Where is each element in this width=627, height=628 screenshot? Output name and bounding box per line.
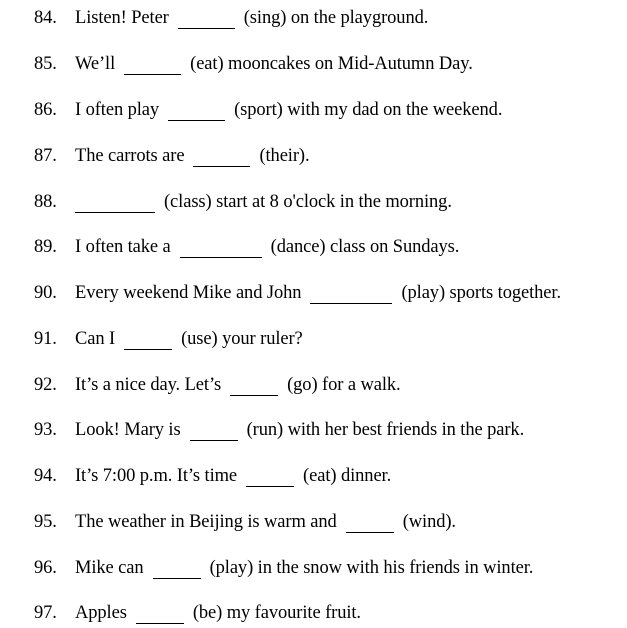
question-95 <box>34 507 456 537</box>
question-text-after: (play) sports together. <box>401 282 561 303</box>
answer-blank[interactable] <box>230 377 278 396</box>
answer-blank[interactable] <box>75 194 155 213</box>
question-94 <box>34 461 391 491</box>
question-text-after: (play) in the snow with his friends in winter. <box>209 557 534 578</box>
question-number: 84. <box>34 7 57 28</box>
question-text-after: (use) your ruler? <box>181 328 303 349</box>
question-text-before: It’s 7:00 p.m. It’s time <box>75 465 238 486</box>
question-number: 90. <box>34 282 57 303</box>
question-text-before: Every weekend Mike and John <box>75 282 302 303</box>
question-89 <box>34 232 459 262</box>
answer-blank[interactable] <box>168 102 225 121</box>
question-text-before: Mike can <box>75 557 144 578</box>
question-text-before: I often play <box>75 99 160 120</box>
answer-blank[interactable] <box>178 10 235 29</box>
question-number: 89. <box>34 236 57 257</box>
question-85 <box>34 49 473 79</box>
question-84 <box>34 3 428 33</box>
question-86 <box>34 95 502 125</box>
question-text-after: (sing) on the playground. <box>243 7 429 28</box>
question-text-before: The carrots are <box>75 145 185 166</box>
question-93 <box>34 415 524 445</box>
question-text-after: (run) with her best friends in the park. <box>246 419 525 440</box>
question-text-after: (their). <box>259 145 310 166</box>
question-text-before: Apples <box>75 602 127 623</box>
answer-blank[interactable] <box>124 331 172 350</box>
question-text-before: Can I <box>75 328 116 349</box>
question-text-before: It’s a nice day. Let’s <box>75 374 222 395</box>
question-92 <box>34 370 401 400</box>
question-number: 92. <box>34 374 57 395</box>
answer-blank[interactable] <box>346 514 394 533</box>
question-text-before: We’ll <box>75 53 116 74</box>
answer-blank[interactable] <box>136 605 184 624</box>
answer-blank[interactable] <box>190 422 238 441</box>
answer-blank[interactable] <box>180 239 262 258</box>
question-number: 86. <box>34 99 57 120</box>
question-number: 85. <box>34 53 57 74</box>
question-number: 87. <box>34 145 57 166</box>
question-number: 94. <box>34 465 57 486</box>
question-number: 97. <box>34 602 57 623</box>
question-number: 95. <box>34 511 57 532</box>
question-91 <box>34 324 303 354</box>
question-number: 93. <box>34 419 57 440</box>
question-96 <box>34 553 533 583</box>
question-90 <box>34 278 561 308</box>
answer-blank[interactable] <box>310 285 392 304</box>
question-text-after: (dance) class on Sundays. <box>270 236 460 257</box>
answer-blank[interactable] <box>193 148 250 167</box>
answer-blank[interactable] <box>153 560 201 579</box>
question-text-after: (be) my favourite fruit. <box>192 602 361 623</box>
question-text-after: (class) start at 8 o'clock in the morning. <box>164 191 452 212</box>
answer-blank[interactable] <box>124 56 181 75</box>
question-87 <box>34 141 310 171</box>
question-text-before: The weather in Beijing is warm and <box>75 511 337 532</box>
question-text-after: (go) for a walk. <box>287 374 401 395</box>
question-number: 88. <box>34 191 57 212</box>
question-88 <box>34 187 452 217</box>
question-text-after: (wind). <box>402 511 456 532</box>
question-text-after: (eat) dinner. <box>303 465 392 486</box>
question-text-before: Look! Mary is <box>75 419 181 440</box>
question-text-after: (eat) mooncakes on Mid-Autumn Day. <box>190 53 473 74</box>
question-text-after: (sport) with my dad on the weekend. <box>234 99 503 120</box>
question-97 <box>34 598 361 628</box>
question-text-before: I often take a <box>75 236 171 257</box>
question-number: 96. <box>34 557 57 578</box>
question-text-before: Listen! Peter <box>75 7 169 28</box>
answer-blank[interactable] <box>246 468 294 487</box>
question-number: 91. <box>34 328 57 349</box>
